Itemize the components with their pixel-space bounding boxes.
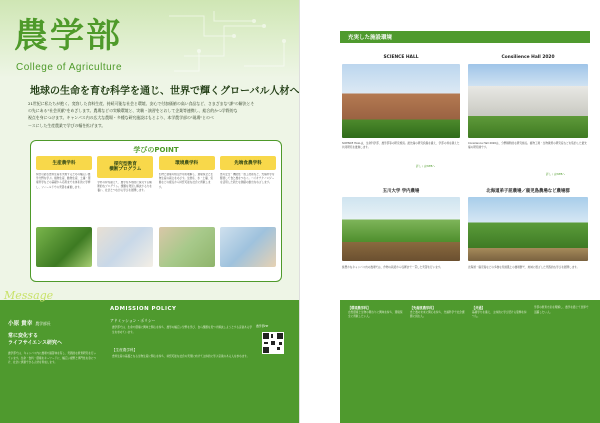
policy-column	[534, 306, 590, 315]
catchphrase: 地球の生命を育む科学を通じ、世界で輝くグローバル人材へ	[30, 86, 300, 97]
column-text: 学科の枠を超えて、農学を多角的に探究する横断的なプログラム。課題を発見し解決する力を養い、社会とつながる学びを展開します。	[97, 181, 152, 193]
column-heading: 生産農学科	[36, 156, 92, 170]
consilience-hall-photo	[468, 64, 588, 138]
policy-column-head: 【環境農学科】	[348, 306, 371, 310]
column-heading: 先端食農学科	[220, 156, 276, 170]
lead-line: の先にある"社会貢献"をめざします。農場などの実験環境と、実験・演習をとおして企業等連携し、総合的かつ学際的な	[28, 108, 238, 114]
column-photo	[220, 227, 276, 267]
message-subhead: 常に変化する ライフサイエンス研究へ	[8, 333, 63, 346]
lead-line: 視点を身につけます。キャンパス内の広大な農場・多種な研究施設はもとより、本学農学部の"現場"とのベ	[28, 115, 214, 121]
column-text: 食の安全・機能性・加工技術など、先端科学を駆使して食と農をつなぐ。バイオテクノロジーを活用した新たな価値の創出をめざします。	[219, 173, 275, 185]
policy-column-text: 学部の教育方針を理解し、農学を通じて世界で活躍したい人。	[534, 306, 589, 314]
admission-policy-text: 農学部では、生命や環境に興味と関心を持ち、農学の幅広い分野を学び、自ら課題を見つけ解決しようとする意欲ある学生を求めています。	[112, 326, 252, 334]
hokkaido-farm-photo	[468, 197, 588, 261]
column-heading: 探究型教育 横断プログラム	[97, 156, 153, 178]
facilities-header	[340, 31, 590, 43]
point-title: 学びのPOINT	[133, 146, 179, 154]
admission-section-head: 【生産農学科】	[112, 348, 138, 352]
facility-description: SCIENCE HALLは、生命科学部、農学部等の研究施設。最先端の研究設備を備え、学部の枠を越えた共同研究を推進します。	[342, 142, 460, 150]
learning-point-box	[30, 140, 282, 282]
facility-description: 緑豊かなキャンパス内の農場では、作物の栽培から収穫まで一貫した実習を行います。	[342, 266, 443, 269]
policy-column-text: 自然環境と生物の関わりに興味を持ち、環境保全に貢献したい人。	[348, 310, 403, 319]
point-column	[97, 156, 153, 276]
column-photo	[36, 227, 92, 267]
photo-label: SCIENCE HALL	[383, 55, 419, 60]
web-credit[interactable]: 詳しくはWEBへ	[546, 173, 565, 176]
web-credit[interactable]: 詳しくはWEBへ	[416, 165, 435, 168]
policy-column-head: 【先端食農学科】	[410, 306, 436, 310]
lead-paragraph	[28, 100, 286, 129]
column-text: 生物と環境の相互作用を理解し、環境保全と生物生産の両立をめざす。生態系、水・土壌、気候などの視点から持続可能な社会に貢献します。	[158, 173, 214, 189]
faculty-en-title: College of Agriculture	[16, 62, 123, 73]
lead-line: ースにした生産農業で学びの幅を拡げます。	[28, 122, 106, 128]
point-column	[220, 156, 276, 276]
facility-description: Consilience Hall 2020は、分野横断的な研究拠点。植物工場・生物資源の研究室などを集約した最先端の研究棟です。	[468, 142, 587, 150]
point-column	[36, 156, 92, 276]
qr-code-icon[interactable]	[262, 332, 284, 354]
policy-column-head: 【共通】	[472, 306, 485, 310]
point-column	[159, 156, 215, 276]
policy-column-text: 食と農の未来に関心を持ち、先端科学で社会課題に挑む人。	[410, 310, 465, 319]
admission-policy-continued	[340, 300, 600, 423]
column-photo	[159, 227, 215, 267]
photo-label: 玉川大学 学内農場	[382, 189, 420, 194]
dean-title: 農学部長	[35, 321, 51, 326]
dean-name-text: 小原 貴幸	[8, 321, 33, 327]
column-photo	[97, 227, 153, 267]
admission-policy-subtitle: アドミッション・ポリシー	[110, 318, 156, 323]
photo-label: 北海道弟子屈農場／鹿児島農場など農場群	[486, 189, 570, 194]
admission-policy-title: ADMISSION POLICY	[110, 306, 177, 312]
message-signature: Message	[4, 289, 54, 302]
dean-name	[8, 319, 51, 327]
qr-label: 農学部HP	[256, 324, 269, 328]
message-body: 農学部では、キャンパス内に農場や演習林を有し、実践的な教育研究を行っています。生命・食料・環境をキーワードに、幅広い視野と専門性を身につけ、社会に貢献できる人材を育成します。	[8, 352, 97, 365]
policy-column-text: 基礎学力を備え、主体的に学び続ける姿勢を持つ人。	[472, 310, 527, 319]
policy-column	[410, 306, 466, 320]
science-hall-photo	[342, 64, 460, 138]
faculty-title: 農学部	[14, 16, 122, 56]
column-heading: 環境農学科	[159, 156, 215, 170]
policy-column	[472, 306, 528, 320]
policy-column	[348, 306, 404, 320]
admission-section-text: 食料生産の基盤となる生物生産に関心を持ち、持続可能な社会の実現に向けて主体的に学ぶ意欲のある人を求めます。	[112, 355, 250, 358]
circuit-graphic	[164, 6, 294, 76]
facility-description: 北海道・鹿児島などの多様な気候風土の農場群で、地域に根ざした実践的な学びを展開します。	[468, 266, 580, 269]
lead-line: 21世紀に私たちが抱く、変容した食料生産、持続可能な社会と環境、安心で付加価値の高い食品など、さまざまな"課"の解決とそ	[28, 101, 255, 106]
column-text: 持続可能な食料生産を実現するための幅広い農学分野を学ぶ。植物生産、動物生産、土壌・環境科学などの基礎から応用までを体系的に学修し、フィールドでの実習を重視します。	[36, 173, 91, 189]
photo-label: Consilience Hall 2020	[501, 55, 555, 60]
campus-farm-photo	[342, 197, 460, 261]
facilities-title: 充実した施設環境	[348, 35, 393, 41]
